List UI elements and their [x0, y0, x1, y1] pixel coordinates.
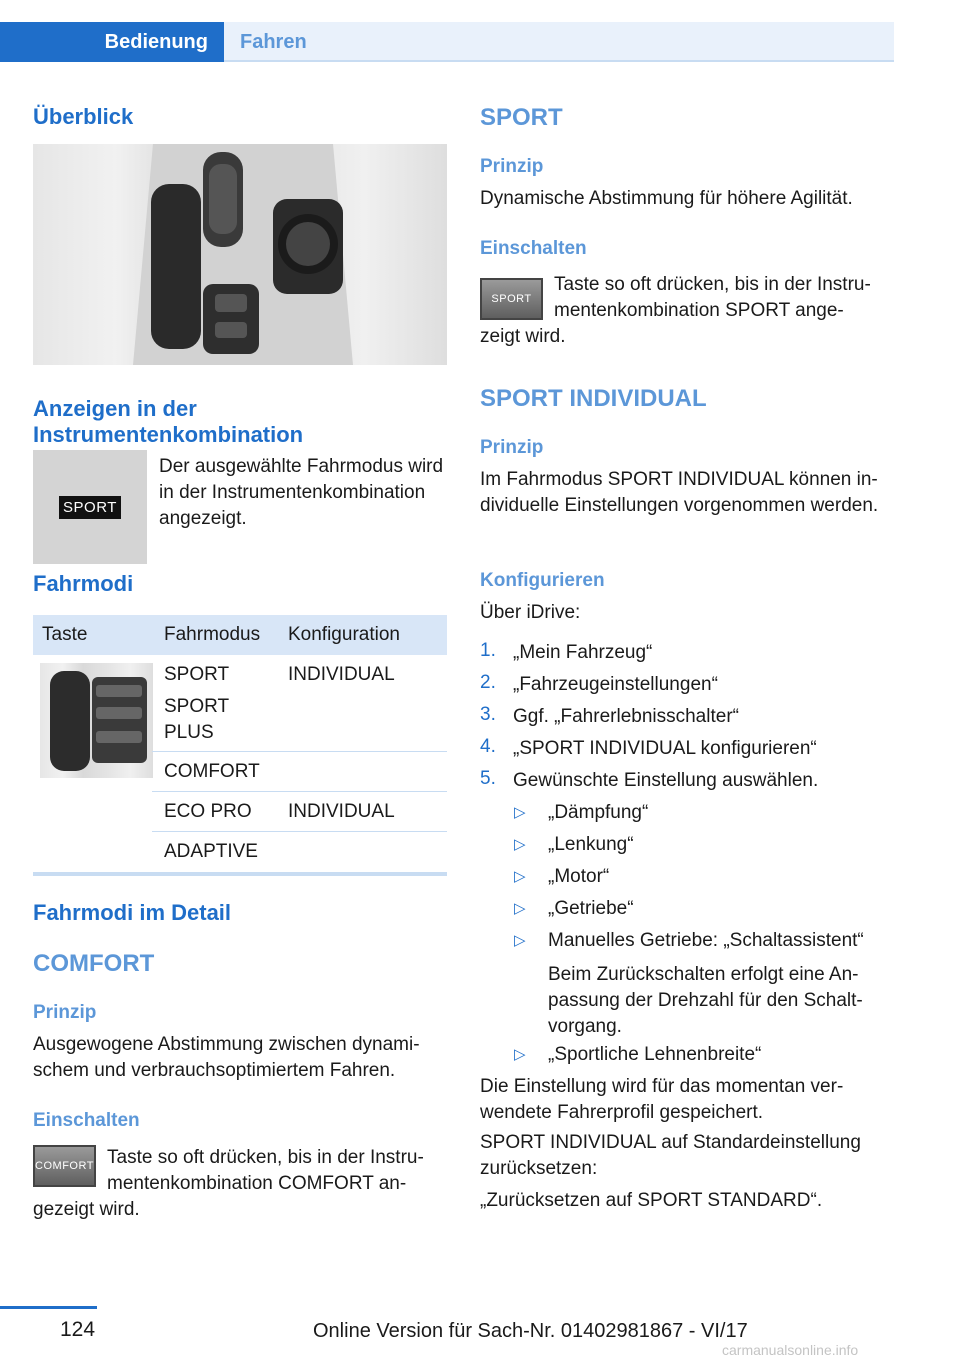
- triangle-bullet-icon: ▷: [514, 804, 526, 821]
- si-principle-label: Prinzip: [480, 437, 544, 458]
- comfort-switch-text-end: gezeigt wird.: [33, 1199, 140, 1220]
- center-console-illustration: [33, 144, 447, 365]
- comfort-principle-text: Ausgewogene Abstimmung zwischen dynamischem und verbrauchsoptimiertem Fahren.: [33, 1034, 420, 1081]
- table-bottom-border: [33, 872, 447, 876]
- sport-button-label: SPORT: [491, 293, 532, 305]
- si-via: Über iDrive:: [480, 602, 581, 623]
- sport-switch-text-end: zeigt wird.: [480, 326, 566, 347]
- step-number: 3.: [480, 704, 496, 725]
- sport-display-badge: SPORT: [59, 496, 121, 519]
- tab-fahren[interactable]: Fahren: [224, 22, 894, 62]
- list-item: „Mein Fahrzeug“: [513, 642, 653, 663]
- list-item: Ggf. „Fahrerlebnisschalter“: [513, 706, 739, 727]
- list-item: „Dämpfung“: [548, 802, 649, 823]
- table-row: SPORT: [164, 664, 230, 685]
- comfort-switch-label: Einschalten: [33, 1110, 140, 1131]
- si-config-label: Konfigurieren: [480, 570, 605, 591]
- detail-heading: Fahrmodi im Detail: [33, 900, 232, 925]
- header-divider: [224, 60, 894, 62]
- overview-heading: Überblick: [33, 104, 134, 129]
- triangle-bullet-icon: ▷: [514, 1046, 526, 1063]
- comfort-heading: COMFORT: [33, 950, 155, 977]
- table-cell-config: INDIVIDUAL: [288, 664, 395, 685]
- list-item: „Getriebe“: [548, 898, 634, 919]
- comfort-button-label: COMFORT: [35, 1160, 94, 1172]
- step-number: 5.: [480, 768, 496, 789]
- list-item: „SPORT INDIVIDUAL konfigurieren“: [513, 738, 817, 759]
- sport-principle-text: Dynamische Abstimmung für höhere Agilität.: [480, 188, 853, 209]
- cluster-display-image: [33, 450, 147, 564]
- list-item: Manuelles Getriebe: „Schaltassistent“: [548, 930, 864, 951]
- table-row: ADAPTIVE: [164, 841, 258, 862]
- tab-bedienung[interactable]: Bedienung: [0, 22, 224, 62]
- sport-switch-label: Einschalten: [480, 238, 587, 259]
- watermark: carmanualsonline.info: [722, 1342, 859, 1358]
- table-cell-config: INDIVIDUAL: [288, 801, 395, 822]
- row-divider: [152, 791, 447, 792]
- sport-principle-label: Prinzip: [480, 156, 544, 177]
- step-number: 1.: [480, 640, 496, 661]
- row-divider: [152, 751, 447, 752]
- triangle-bullet-icon: ▷: [514, 900, 526, 917]
- note-reset-command: „Zurücksetzen auf SPORT STANDARD“.: [480, 1190, 823, 1211]
- sub-note: Beim Zurückschalten erfolgt eine Anpassung der Drehzahl für den Schaltvorgang.: [548, 964, 863, 1037]
- page-number: 124: [60, 1318, 96, 1341]
- mode-switch-photo: [40, 663, 153, 778]
- list-item: „Lenkung“: [548, 834, 634, 855]
- table-row: SPORT PLUS: [164, 696, 229, 743]
- display-heading: Anzeigen in der Instrumentenkombination: [33, 396, 304, 447]
- display-description: Der ausgewählte Fahrmodus wird in der Instrumentenkombination angezeigt.: [159, 456, 444, 529]
- modes-heading: Fahrmodi: [33, 571, 134, 596]
- sport-individual-heading: SPORT INDIVIDUAL: [480, 385, 707, 412]
- th-konfiguration: Konfiguration: [288, 624, 400, 645]
- center-console-photo: [33, 144, 447, 365]
- table-row: COMFORT: [164, 761, 260, 782]
- sport-button-icon: [480, 278, 543, 320]
- si-principle-text: Im Fahrmodus SPORT INDIVIDUAL können individuelle Einstellungen vorgenommen werden.: [480, 469, 879, 516]
- step-number: 4.: [480, 736, 496, 757]
- step-number: 2.: [480, 672, 496, 693]
- table-row: ECO PRO: [164, 801, 252, 822]
- note-profile: Die Einstellung wird für das momentan verwendete Fahrerprofil gespeichert.: [480, 1076, 844, 1123]
- triangle-bullet-icon: ▷: [514, 836, 526, 853]
- th-taste: Taste: [42, 624, 88, 645]
- triangle-bullet-icon: ▷: [514, 868, 526, 885]
- comfort-switch-text: Taste so oft drücken, bis in der Instrumentenkombination COMFORT an-: [107, 1147, 424, 1194]
- th-fahrmodus: Fahrmodus: [164, 624, 261, 645]
- triangle-bullet-icon: ▷: [514, 932, 526, 949]
- online-version-note: Online Version für Sach-Nr. 01402981867 - VI/17: [313, 1320, 748, 1342]
- sport-switch-text: Taste so oft drücken, bis in der Instrumentenkombination SPORT ange-: [554, 274, 871, 321]
- list-item: „Sportliche Lehnenbreite“: [548, 1044, 762, 1065]
- sport-heading: SPORT: [480, 104, 563, 131]
- footer-accent-line: [0, 1306, 97, 1309]
- comfort-button-icon: [33, 1145, 96, 1187]
- list-item: Gewünschte Einstellung auswählen.: [513, 770, 819, 791]
- comfort-principle-label: Prinzip: [33, 1002, 97, 1023]
- list-item: „Motor“: [548, 866, 610, 887]
- note-reset: SPORT INDIVIDUAL auf Standardeinstellung zurücksetzen:: [480, 1132, 861, 1179]
- row-divider: [152, 831, 447, 832]
- list-item: „Fahrzeugeinstellungen“: [513, 674, 718, 695]
- mode-switch-illustration: [40, 663, 153, 778]
